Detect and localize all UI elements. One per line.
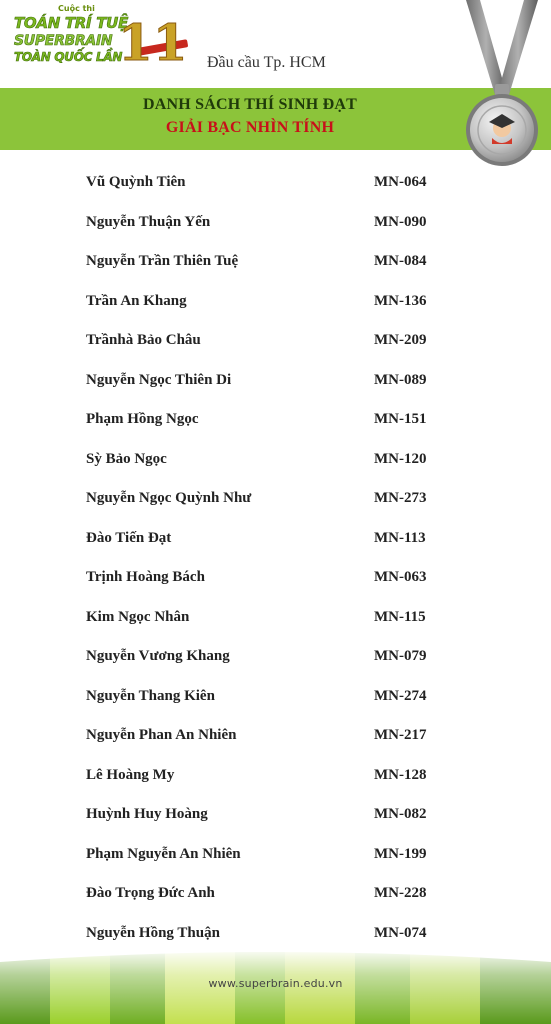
student-code: MN-113 xyxy=(374,529,426,546)
student-code: MN-209 xyxy=(374,332,427,348)
student-code: MN-273 xyxy=(374,490,427,506)
list-item xyxy=(0,443,551,479)
student-name: Nguyễn Phan An Nhiên xyxy=(86,727,237,743)
list-item xyxy=(0,403,551,439)
student-name: Trịnh Hoàng Bách xyxy=(86,569,205,585)
logo-small-text: Cuộc thi xyxy=(58,4,95,13)
list-item xyxy=(0,245,551,281)
student-code: MN-115 xyxy=(374,608,426,625)
list-item xyxy=(0,798,551,834)
list-item xyxy=(0,759,551,795)
list-item xyxy=(0,482,551,518)
student-code: MN-199 xyxy=(374,845,427,862)
student-code: MN-063 xyxy=(374,569,427,585)
student-name: Nguyễn Vương Khang xyxy=(86,648,230,664)
list-item xyxy=(0,680,551,716)
student-name: Lê Hoàng My xyxy=(86,766,175,783)
student-code: MN-084 xyxy=(374,253,427,269)
student-name: Đào Tiến Đạt xyxy=(86,529,172,546)
list-item xyxy=(0,877,551,913)
list-item xyxy=(0,561,551,597)
student-name: Nguyễn Thang Kiên xyxy=(86,687,215,704)
logo-line-3: TOÀN QUỐC LẦN xyxy=(14,50,123,64)
student-name: Phạm Nguyễn An Nhiên xyxy=(86,845,241,862)
list-item xyxy=(0,640,551,676)
student-code: MN-079 xyxy=(374,648,427,664)
list-item xyxy=(0,364,551,400)
page-footer xyxy=(0,948,551,1024)
student-name: Sỳ Bảo Ngọc xyxy=(86,450,167,467)
silver-medal-icon xyxy=(462,0,542,176)
student-name: Kim Ngọc Nhân xyxy=(86,608,190,625)
banner-title: DANH SÁCH THÍ SINH ĐẠT xyxy=(143,96,357,113)
list-item xyxy=(0,324,551,360)
student-name: Trần An Khang xyxy=(86,292,187,309)
student-name: Nguyễn Trần Thiên Tuệ xyxy=(86,253,239,269)
list-item xyxy=(0,285,551,321)
student-code: MN-136 xyxy=(374,292,427,309)
student-code: MN-089 xyxy=(374,371,427,388)
list-item xyxy=(0,601,551,637)
list-item xyxy=(0,206,551,242)
list-item xyxy=(0,166,551,202)
student-code: MN-120 xyxy=(374,450,427,467)
student-name: Trầnhà Bảo Châu xyxy=(86,332,201,348)
list-item xyxy=(0,522,551,558)
student-code: MN-090 xyxy=(374,213,427,230)
student-code: MN-064 xyxy=(374,174,427,190)
student-code: MN-151 xyxy=(374,411,427,427)
student-code: MN-082 xyxy=(374,806,427,822)
logo-number: 11 xyxy=(118,13,188,72)
logo-line-2: SUPERBRAIN xyxy=(14,33,113,49)
student-name: Nguyễn Ngọc Thiên Di xyxy=(86,371,232,388)
student-name: Huỳnh Huy Hoàng xyxy=(86,806,208,822)
list-item xyxy=(0,719,551,755)
superbrain-logo xyxy=(14,4,204,76)
list-item xyxy=(0,838,551,874)
website-link[interactable]: www.superbrain.edu.vn xyxy=(208,977,343,990)
location-label: Đầu cầu Tp. HCM xyxy=(207,54,326,71)
student-code: MN-274 xyxy=(374,687,427,704)
student-code: MN-228 xyxy=(374,885,427,901)
banner-subtitle: GIẢI BẠC NHÌN TÍNH xyxy=(165,119,335,136)
student-name: Nguyễn Thuận Yến xyxy=(86,213,211,230)
student-name: Đào Trọng Đức Anh xyxy=(86,885,215,901)
student-name: Phạm Hồng Ngọc xyxy=(86,411,199,427)
logo-line-1: TOÁN TRÍ TUỆ xyxy=(14,14,129,32)
student-code: MN-074 xyxy=(374,924,427,941)
student-code: MN-128 xyxy=(374,766,427,783)
student-name: Nguyễn Hồng Thuận xyxy=(86,924,220,941)
student-code: MN-217 xyxy=(374,727,427,743)
student-name: Vũ Quỳnh Tiên xyxy=(86,174,186,190)
student-name: Nguyễn Ngọc Quỳnh Như xyxy=(86,490,252,506)
